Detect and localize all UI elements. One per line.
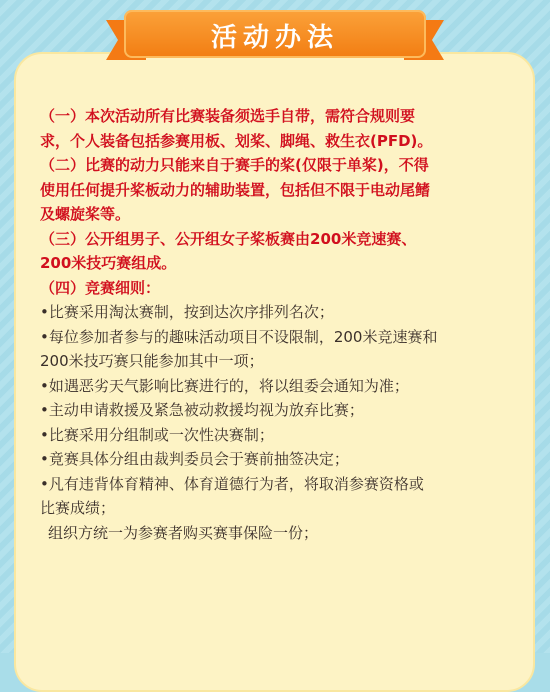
- paragraph-2-line-3: 及螺旋桨等。: [40, 205, 131, 223]
- rule-item-7-line-1: •凡有违背体育精神、体育道德行为者，将取消参赛资格或: [40, 474, 424, 493]
- paragraph-2-line-2: 使用任何提升桨板动力的辅助装置，包括但不限于电动尾鳍: [40, 180, 431, 199]
- rule-item-4: •主动申请救援及紧急被动救援均视为放弃比赛；: [40, 401, 364, 419]
- paragraph-1-line-2: 求，个人装备包括参赛用板、划桨、脚绳、救生衣(PFD)。: [40, 131, 433, 150]
- rules-content: [40, 104, 520, 545]
- paragraph-3-line-2: 200米技巧赛组成。: [40, 254, 177, 272]
- paragraph-2-line-1: （二）比赛的动力只能来自于赛手的桨(仅限于单桨)，不得: [40, 156, 429, 174]
- page-title: 活动办法: [210, 22, 339, 53]
- title-banner: [106, 10, 444, 64]
- paragraph-4-heading: （四）竞赛细则：: [40, 278, 161, 297]
- rule-item-7-line-2: 比赛成绩；: [40, 499, 116, 517]
- paragraph-3-line-1: （三）公开组男子、公开组女子桨板赛由200米竞速赛、: [40, 229, 417, 248]
- rule-item-2-line-1: •每位参加者参与的趣味活动项目不设限制，200米竞速赛和: [40, 327, 438, 346]
- paragraph-1-line-1: （一）本次活动所有比赛装备须选手自带，需符合规则要: [40, 107, 416, 125]
- rule-item-5: •比赛采用分组制或一次性决赛制；: [40, 425, 274, 444]
- rule-item-3: •如遇恶劣天气影响比赛进行的，将以组委会通知为准；: [40, 376, 409, 395]
- rule-item-6: •竟赛具体分组由裁判委员会于赛前抽签决定；: [40, 450, 349, 468]
- rule-item-2-line-2: 200米技巧赛只能参加其中一项；: [40, 352, 264, 370]
- rule-item-1: •比赛采用淘汰赛制，按到达次序排列名次；: [40, 303, 334, 321]
- rule-item-8: 组织方统一为参赛者购买赛事保险一份；: [48, 523, 319, 542]
